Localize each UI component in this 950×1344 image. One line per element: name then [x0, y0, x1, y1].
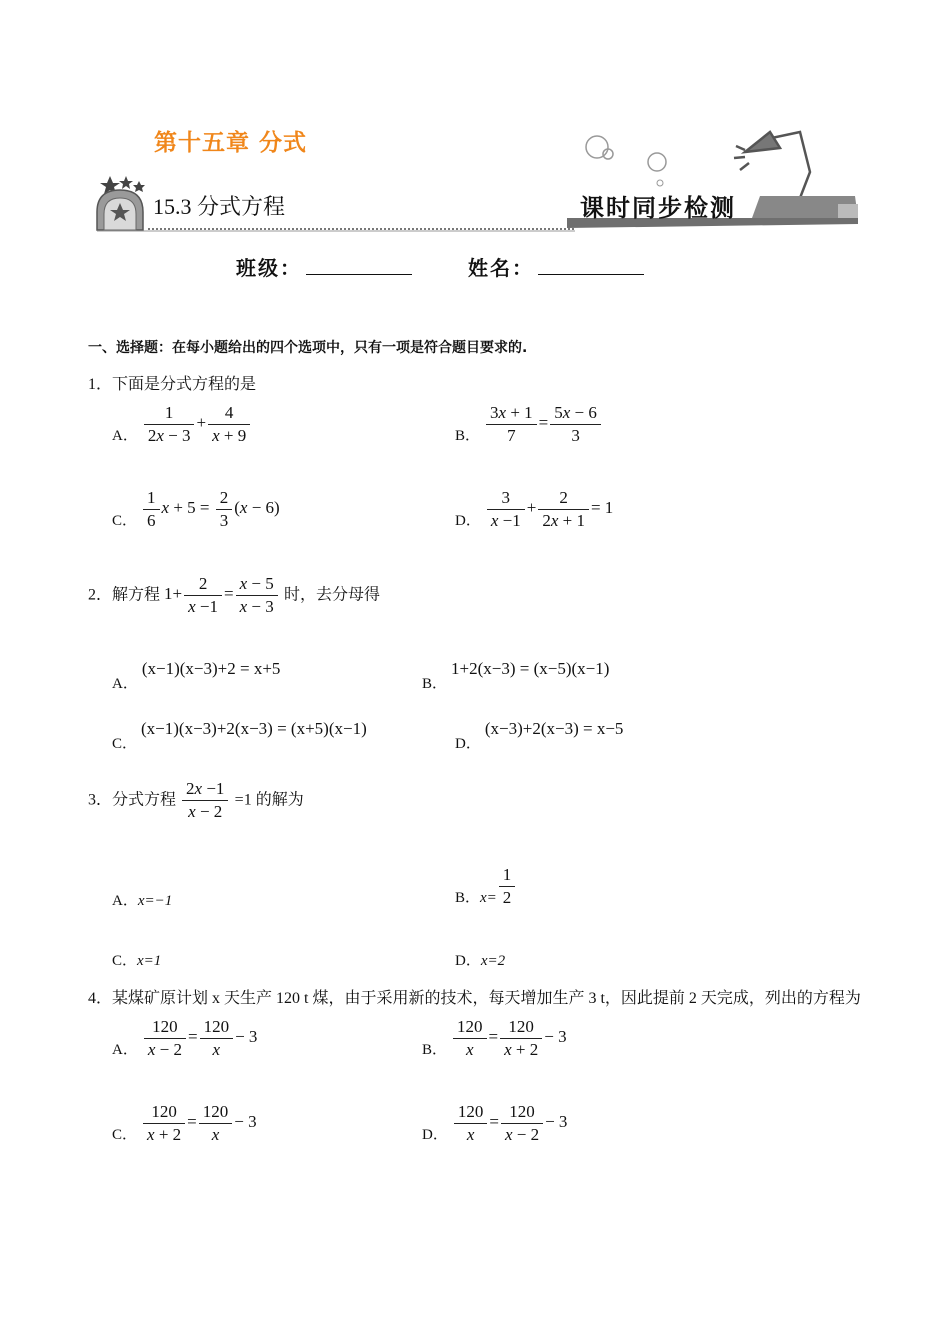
option-label: B． [455, 889, 481, 906]
star-icon [119, 176, 133, 189]
q4-option-c[interactable] [112, 1101, 257, 1146]
option-expression: $\frac{1}{6}$ x + 5 = $\frac{2}{3}$ (x − 6) [141, 498, 280, 517]
option-expression: $\frac{3}{x -1}$ + $\frac{2}{2x + 1}$ = 1 [485, 498, 613, 517]
question-text-before: 分式方程 [112, 791, 177, 809]
question-number: 1． [88, 376, 113, 393]
option-label: C． [112, 953, 138, 969]
q3-option-b[interactable] [455, 864, 517, 909]
option-label: A． [112, 1042, 138, 1059]
bubble-icon [648, 153, 666, 171]
option-label: D． [455, 953, 481, 969]
question-text-after: =1 的解为 [234, 791, 304, 809]
q2-option-b[interactable] [422, 658, 610, 692]
star-icon [133, 181, 145, 192]
option-value: x=−1 [137, 893, 173, 909]
question-text-before: 解方程 [112, 586, 161, 604]
option-value: x= [480, 889, 497, 906]
name-blank[interactable] [538, 254, 644, 275]
section-title: 15.3 分式方程 [153, 194, 286, 219]
option-label: D． [455, 736, 481, 752]
option-label: C． [112, 513, 138, 530]
name-label: 姓名： [468, 256, 534, 280]
lamp-icon [734, 132, 810, 198]
question-equation: 1+ $\frac{2}{x -1}$ = $\frac{x - 5}{x - 3}$ [164, 584, 284, 603]
option-expression: (x−3)+2(x−3) = x−5 [484, 719, 624, 738]
header-banner [0, 0, 950, 240]
question-2 [88, 573, 380, 618]
chapter-title: 第十五章 分式 [154, 130, 308, 156]
question-number: 4． [88, 990, 113, 1007]
q4-option-a[interactable] [112, 1016, 257, 1061]
q2-option-a[interactable] [112, 658, 281, 692]
question-1 [88, 371, 256, 394]
class-field [236, 252, 412, 281]
class-label: 班级： [236, 256, 302, 280]
option-expression: $\frac{1}{2x - 3}$ + $\frac{4}{x + 9}$ [142, 413, 252, 432]
name-field [468, 252, 644, 281]
q4-option-d[interactable] [422, 1101, 567, 1146]
option-label: B． [422, 1042, 448, 1059]
option-expression: $\frac{120}{x}$ = $\frac{120}{x - 2}$ − 3 [452, 1112, 568, 1131]
sync-title: 课时同步检测 [580, 196, 736, 222]
question-number: 3． [88, 791, 113, 809]
bubble-icon [586, 136, 608, 158]
option-expression: $\frac{120}{x - 2}$ = $\frac{120}{x}$ − 3 [142, 1027, 258, 1046]
bubble-icon [657, 180, 663, 186]
option-expression: $\frac{3x + 1}{7}$ = $\frac{5x - 6}{3}$ [484, 413, 603, 432]
header-decoration [0, 0, 950, 240]
option-label: D． [422, 1127, 448, 1144]
q3-option-a[interactable] [112, 889, 172, 910]
option-expression: (x−1)(x−3)+2 = x+5 [141, 659, 281, 678]
question-text: 下面是分式方程的是 [112, 376, 257, 393]
q3-option-d[interactable] [455, 949, 505, 970]
q3-option-c[interactable] [112, 949, 161, 970]
option-expression: $\frac{120}{x}$ = $\frac{120}{x + 2}$ − 3 [451, 1027, 567, 1046]
section-heading: 一、选择题：在每小题给出的四个选项中，只有一项是符合题目要求的. [88, 340, 528, 356]
option-label: C． [112, 1127, 138, 1144]
question-4 [88, 985, 888, 1008]
q1-option-c[interactable] [112, 487, 280, 532]
option-label: B． [455, 428, 481, 445]
question-equation: $\frac{2x -1}{x - 2}$ [180, 789, 235, 808]
class-blank[interactable] [306, 254, 412, 275]
option-label: D． [455, 513, 481, 530]
question-text-after: 时，去分母得 [284, 586, 381, 604]
question-text: 某煤矿原计划 x 天生产 120 t 煤，由于采用新的技术，每天增加生产 3 t，因此提前 2 天完成，列出的方程为 [112, 990, 861, 1007]
option-label: A． [112, 893, 138, 909]
q1-option-d[interactable] [455, 487, 613, 532]
q1-option-a[interactable] [112, 402, 252, 447]
question-number: 2． [88, 586, 113, 604]
q1-option-b[interactable] [455, 402, 603, 447]
option-fraction: $\frac{1}{2}$ [499, 864, 516, 909]
q2-option-c[interactable] [112, 718, 367, 752]
option-label: B． [422, 676, 448, 692]
q4-option-b[interactable] [422, 1016, 567, 1061]
option-expression: $\frac{120}{x + 2}$ = $\frac{120}{x}$ − 3 [141, 1112, 257, 1131]
question-3 [88, 778, 304, 823]
option-label: A． [112, 428, 138, 445]
option-label: A． [112, 676, 138, 692]
q2-option-d[interactable] [455, 718, 624, 752]
option-expression: (x−1)(x−3)+2(x−3) = (x+5)(x−1) [141, 719, 367, 738]
option-label: C． [112, 736, 138, 752]
option-value: x=1 [137, 953, 162, 969]
option-value: x=2 [480, 953, 506, 969]
option-expression: 1+2(x−3) = (x−5)(x−1) [451, 659, 610, 678]
